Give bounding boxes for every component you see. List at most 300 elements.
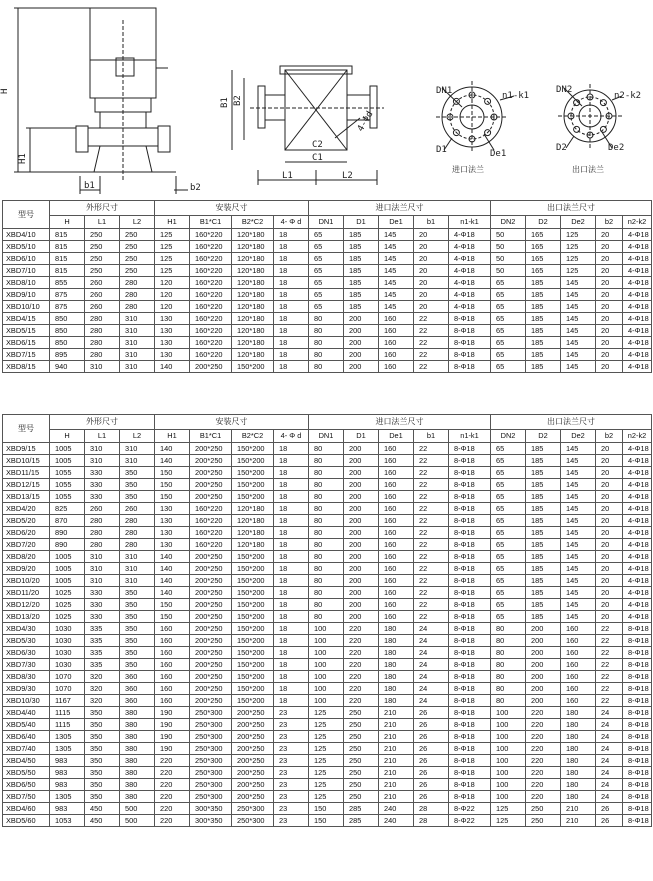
value-cell: 150 — [309, 803, 344, 815]
value-cell: 200*250 — [232, 755, 274, 767]
value-cell: 8-Φ18 — [449, 695, 491, 707]
value-cell: 185 — [344, 241, 379, 253]
value-cell: 380 — [120, 767, 155, 779]
value-cell: 23 — [274, 767, 309, 779]
value-cell: 380 — [120, 731, 155, 743]
header-outlet: 出口法兰尺寸 — [491, 201, 652, 216]
outlet-d-label: D2 — [556, 143, 567, 153]
value-cell: 18 — [274, 587, 309, 599]
column-header: b2 — [596, 430, 623, 443]
value-cell: 20 — [596, 599, 623, 611]
value-cell: 18 — [274, 515, 309, 527]
value-cell: 350 — [85, 755, 120, 767]
column-header: H1 — [155, 216, 190, 229]
header-outline: 外形尺寸 — [50, 201, 155, 216]
value-cell: 200 — [526, 695, 561, 707]
value-cell: 160 — [379, 575, 414, 587]
value-cell: 895 — [50, 349, 85, 361]
value-cell: 160 — [379, 443, 414, 455]
value-cell: 280 — [120, 515, 155, 527]
value-cell: 4-Φ18 — [623, 503, 652, 515]
value-cell: 20 — [596, 503, 623, 515]
dim-label-c1: C1 — [312, 153, 323, 163]
value-cell: 22 — [414, 455, 449, 467]
value-cell: 4-Φ18 — [623, 587, 652, 599]
model-cell: XBD9/20 — [3, 563, 50, 575]
value-cell: 160 — [561, 671, 596, 683]
value-cell: 65 — [309, 289, 344, 301]
value-cell: 145 — [561, 361, 596, 373]
value-cell: 1055 — [50, 491, 85, 503]
value-cell: 200*250 — [190, 479, 232, 491]
value-cell: 150*200 — [232, 659, 274, 671]
column-header: n1-k1 — [449, 430, 491, 443]
value-cell: 160*220 — [190, 265, 232, 277]
value-cell: 150 — [155, 467, 190, 479]
value-cell: 250 — [85, 241, 120, 253]
value-cell: 22 — [414, 325, 449, 337]
value-cell: 185 — [526, 313, 561, 325]
value-cell: 250 — [344, 707, 379, 719]
model-cell: XBD8/30 — [3, 671, 50, 683]
value-cell: 200*250 — [190, 659, 232, 671]
value-cell: 250*300 — [190, 719, 232, 731]
table-row — [3, 479, 652, 491]
value-cell: 20 — [414, 301, 449, 313]
value-cell: 8-Φ18 — [449, 575, 491, 587]
value-cell: 4-Φ18 — [623, 491, 652, 503]
value-cell: 220 — [344, 659, 379, 671]
column-header: L2 — [120, 430, 155, 443]
value-cell: 180 — [379, 647, 414, 659]
value-cell: 125 — [155, 241, 190, 253]
value-cell: 100 — [309, 683, 344, 695]
value-cell: 160*220 — [190, 253, 232, 265]
value-cell: 200*250 — [190, 695, 232, 707]
value-cell: 4-Φ18 — [623, 539, 652, 551]
value-cell: 150*200 — [232, 479, 274, 491]
table-row — [3, 635, 652, 647]
value-cell: 8-Φ18 — [449, 767, 491, 779]
value-cell: 320 — [85, 683, 120, 695]
value-cell: 185 — [526, 443, 561, 455]
value-cell: 185 — [344, 289, 379, 301]
dim-label-b1: b1 — [84, 181, 95, 191]
value-cell: 80 — [309, 503, 344, 515]
value-cell: 8-Φ18 — [449, 455, 491, 467]
dim-label-holes: 4-Φd — [355, 109, 376, 134]
value-cell: 250 — [120, 229, 155, 241]
value-cell: 380 — [120, 791, 155, 803]
value-cell: 200 — [344, 599, 379, 611]
value-cell: 80 — [491, 695, 526, 707]
value-cell: 24 — [596, 719, 623, 731]
value-cell: 18 — [274, 277, 309, 289]
column-header: D2 — [526, 216, 561, 229]
table-row — [3, 265, 652, 277]
value-cell: 220 — [526, 707, 561, 719]
value-cell: 285 — [344, 815, 379, 827]
value-cell: 8-Φ18 — [623, 779, 652, 791]
value-cell: 18 — [274, 455, 309, 467]
value-cell: 18 — [274, 683, 309, 695]
value-cell: 200*250 — [190, 611, 232, 623]
value-cell: 130 — [155, 337, 190, 349]
value-cell: 320 — [85, 695, 120, 707]
value-cell: 145 — [561, 443, 596, 455]
value-cell: 330 — [85, 479, 120, 491]
value-cell: 160 — [379, 491, 414, 503]
table-row — [3, 551, 652, 563]
value-cell: 80 — [491, 647, 526, 659]
value-cell: 23 — [274, 707, 309, 719]
value-cell: 120*180 — [232, 241, 274, 253]
value-cell: 350 — [120, 491, 155, 503]
value-cell: 4-Φ18 — [623, 325, 652, 337]
value-cell: 200 — [344, 575, 379, 587]
value-cell: 280 — [85, 349, 120, 361]
header-inlet: 进口法兰尺寸 — [309, 415, 491, 430]
value-cell: 160 — [379, 349, 414, 361]
value-cell: 80 — [309, 313, 344, 325]
model-cell: XBD9/10 — [3, 289, 50, 301]
value-cell: 150*200 — [232, 647, 274, 659]
value-cell: 150*200 — [232, 491, 274, 503]
value-cell: 145 — [561, 325, 596, 337]
value-cell: 200 — [526, 635, 561, 647]
value-cell: 18 — [274, 301, 309, 313]
header-install: 安装尺寸 — [155, 201, 309, 216]
table-row — [3, 503, 652, 515]
value-cell: 160 — [379, 611, 414, 623]
value-cell: 18 — [274, 575, 309, 587]
value-cell: 4-Φ18 — [623, 479, 652, 491]
value-cell: 130 — [155, 503, 190, 515]
value-cell: 125 — [309, 767, 344, 779]
value-cell: 220 — [155, 791, 190, 803]
table-row — [3, 515, 652, 527]
value-cell: 20 — [596, 361, 623, 373]
value-cell: 130 — [155, 527, 190, 539]
value-cell: 380 — [120, 707, 155, 719]
value-cell: 65 — [491, 361, 526, 373]
value-cell: 18 — [274, 527, 309, 539]
value-cell: 180 — [561, 731, 596, 743]
value-cell: 260 — [85, 277, 120, 289]
value-cell: 4-Φ18 — [449, 277, 491, 289]
value-cell: 200*250 — [190, 647, 232, 659]
value-cell: 200*250 — [232, 779, 274, 791]
value-cell: 22 — [414, 467, 449, 479]
value-cell: 200*250 — [190, 587, 232, 599]
table-row — [3, 767, 652, 779]
value-cell: 4-Φ18 — [623, 551, 652, 563]
value-cell: 150*200 — [232, 695, 274, 707]
model-cell: XBD4/30 — [3, 623, 50, 635]
value-cell: 150*200 — [232, 361, 274, 373]
value-cell: 8-Φ18 — [449, 515, 491, 527]
model-cell: XBD12/20 — [3, 599, 50, 611]
value-cell: 150*200 — [232, 455, 274, 467]
dim-label-c2: C2 — [312, 140, 323, 150]
value-cell: 80 — [309, 587, 344, 599]
column-header: L1 — [85, 216, 120, 229]
value-cell: 23 — [274, 755, 309, 767]
header-outlet: 出口法兰尺寸 — [491, 415, 652, 430]
value-cell: 24 — [414, 659, 449, 671]
value-cell: 160 — [379, 527, 414, 539]
value-cell: 165 — [526, 229, 561, 241]
value-cell: 4-Φ18 — [449, 241, 491, 253]
value-cell: 250 — [85, 253, 120, 265]
value-cell: 160 — [379, 587, 414, 599]
value-cell: 310 — [120, 551, 155, 563]
value-cell: 125 — [155, 229, 190, 241]
value-cell: 160 — [379, 337, 414, 349]
table-row — [3, 539, 652, 551]
value-cell: 220 — [344, 647, 379, 659]
value-cell: 350 — [120, 623, 155, 635]
value-cell: 160 — [155, 683, 190, 695]
value-cell: 350 — [85, 731, 120, 743]
value-cell: 145 — [561, 515, 596, 527]
value-cell: 145 — [561, 599, 596, 611]
value-cell: 1025 — [50, 587, 85, 599]
column-header: H1 — [155, 430, 190, 443]
table-row — [3, 659, 652, 671]
dimension-table-2 — [2, 414, 652, 827]
value-cell: 160 — [379, 455, 414, 467]
value-cell: 20 — [596, 313, 623, 325]
model-cell: XBD5/50 — [3, 767, 50, 779]
value-cell: 65 — [491, 527, 526, 539]
value-cell: 18 — [274, 361, 309, 373]
value-cell: 20 — [596, 587, 623, 599]
value-cell: 180 — [379, 671, 414, 683]
value-cell: 18 — [274, 563, 309, 575]
value-cell: 26 — [414, 719, 449, 731]
value-cell: 20 — [596, 325, 623, 337]
value-cell: 150*200 — [232, 563, 274, 575]
model-cell: XBD8/10 — [3, 277, 50, 289]
column-header: H — [50, 430, 85, 443]
value-cell: 220 — [526, 767, 561, 779]
value-cell: 180 — [379, 659, 414, 671]
value-cell: 200*250 — [190, 551, 232, 563]
value-cell: 200*250 — [190, 467, 232, 479]
value-cell: 150*200 — [232, 467, 274, 479]
value-cell: 8-Φ22 — [449, 815, 491, 827]
value-cell: 185 — [344, 229, 379, 241]
value-cell: 280 — [85, 527, 120, 539]
value-cell: 350 — [85, 767, 120, 779]
value-cell: 1305 — [50, 731, 85, 743]
value-cell: 160*220 — [190, 349, 232, 361]
model-cell: XBD7/20 — [3, 539, 50, 551]
value-cell: 185 — [526, 361, 561, 373]
column-header: De2 — [561, 216, 596, 229]
value-cell: 65 — [491, 325, 526, 337]
value-cell: 200 — [344, 563, 379, 575]
value-cell: 160 — [155, 635, 190, 647]
value-cell: 220 — [526, 791, 561, 803]
value-cell: 145 — [561, 289, 596, 301]
value-cell: 180 — [379, 695, 414, 707]
value-cell: 260 — [85, 503, 120, 515]
table-row — [3, 491, 652, 503]
value-cell: 280 — [85, 337, 120, 349]
value-cell: 8-Φ18 — [449, 743, 491, 755]
value-cell: 22 — [414, 563, 449, 575]
value-cell: 200*250 — [190, 563, 232, 575]
value-cell: 160 — [379, 361, 414, 373]
value-cell: 120*180 — [232, 289, 274, 301]
value-cell: 145 — [379, 265, 414, 277]
value-cell: 120 — [155, 289, 190, 301]
value-cell: 18 — [274, 671, 309, 683]
value-cell: 160 — [561, 683, 596, 695]
value-cell: 145 — [379, 277, 414, 289]
value-cell: 160 — [379, 551, 414, 563]
value-cell: 165 — [526, 253, 561, 265]
value-cell: 1005 — [50, 443, 85, 455]
value-cell: 4-Φ18 — [449, 301, 491, 313]
value-cell: 8-Φ18 — [449, 635, 491, 647]
value-cell: 850 — [50, 313, 85, 325]
value-cell: 8-Φ18 — [623, 659, 652, 671]
value-cell: 65 — [491, 515, 526, 527]
value-cell: 145 — [561, 587, 596, 599]
value-cell: 145 — [561, 551, 596, 563]
value-cell: 8-Φ18 — [623, 695, 652, 707]
value-cell: 140 — [155, 455, 190, 467]
value-cell: 300*350 — [190, 803, 232, 815]
value-cell: 200 — [526, 659, 561, 671]
value-cell: 18 — [274, 479, 309, 491]
column-header: n1-k1 — [449, 216, 491, 229]
value-cell: 8-Φ18 — [623, 815, 652, 827]
value-cell: 200*250 — [190, 455, 232, 467]
value-cell: 250 — [120, 265, 155, 277]
column-header: DN2 — [491, 430, 526, 443]
value-cell: 330 — [85, 491, 120, 503]
value-cell: 20 — [596, 265, 623, 277]
value-cell: 23 — [274, 803, 309, 815]
value-cell: 4-Φ18 — [623, 361, 652, 373]
value-cell: 190 — [155, 719, 190, 731]
value-cell: 24 — [596, 791, 623, 803]
value-cell: 185 — [526, 455, 561, 467]
value-cell: 4-Φ18 — [623, 241, 652, 253]
value-cell: 890 — [50, 539, 85, 551]
value-cell: 120*180 — [232, 325, 274, 337]
value-cell: 80 — [309, 611, 344, 623]
value-cell: 165 — [526, 265, 561, 277]
dimension-table-1 — [2, 200, 652, 373]
value-cell: 20 — [596, 277, 623, 289]
value-cell: 200*250 — [190, 635, 232, 647]
value-cell: 22 — [414, 503, 449, 515]
value-cell: 100 — [491, 743, 526, 755]
value-cell: 180 — [379, 683, 414, 695]
value-cell: 80 — [309, 467, 344, 479]
value-cell: 4-Φ18 — [623, 337, 652, 349]
value-cell: 185 — [526, 491, 561, 503]
value-cell: 18 — [274, 659, 309, 671]
value-cell: 4-Φ18 — [623, 443, 652, 455]
value-cell: 220 — [155, 815, 190, 827]
table-row — [3, 337, 652, 349]
value-cell: 8-Φ18 — [449, 791, 491, 803]
column-header: D2 — [526, 430, 561, 443]
dim-label-l1: L1 — [282, 171, 293, 181]
value-cell: 815 — [50, 253, 85, 265]
table-row — [3, 815, 652, 827]
value-cell: 22 — [596, 671, 623, 683]
value-cell: 983 — [50, 755, 85, 767]
value-cell: 200 — [344, 349, 379, 361]
value-cell: 200 — [526, 647, 561, 659]
value-cell: 160 — [155, 659, 190, 671]
value-cell: 200 — [344, 479, 379, 491]
value-cell: 8-Φ18 — [623, 755, 652, 767]
value-cell: 8-Φ18 — [623, 767, 652, 779]
value-cell: 145 — [561, 301, 596, 313]
value-cell: 185 — [526, 479, 561, 491]
value-cell: 8-Φ18 — [449, 623, 491, 635]
inlet-d-label: D1 — [436, 145, 447, 155]
header-inlet: 进口法兰尺寸 — [309, 201, 491, 216]
dim-label-l2: L2 — [342, 171, 353, 181]
table-row — [3, 791, 652, 803]
value-cell: 120 — [155, 301, 190, 313]
value-cell: 20 — [596, 443, 623, 455]
model-cell: XBD5/20 — [3, 515, 50, 527]
value-cell: 22 — [414, 361, 449, 373]
value-cell: 80 — [309, 563, 344, 575]
model-cell: XBD6/40 — [3, 731, 50, 743]
value-cell: 310 — [85, 575, 120, 587]
value-cell: 22 — [414, 491, 449, 503]
value-cell: 210 — [561, 803, 596, 815]
value-cell: 350 — [120, 599, 155, 611]
value-cell: 80 — [491, 659, 526, 671]
value-cell: 18 — [274, 229, 309, 241]
value-cell: 160*220 — [190, 241, 232, 253]
value-cell: 185 — [526, 515, 561, 527]
value-cell: 4-Φ18 — [623, 515, 652, 527]
column-header: 4- Φ d — [274, 216, 309, 229]
column-header: B1*C1 — [190, 430, 232, 443]
value-cell: 160*220 — [190, 229, 232, 241]
value-cell: 260 — [85, 289, 120, 301]
value-cell: 380 — [120, 755, 155, 767]
value-cell: 185 — [526, 611, 561, 623]
value-cell: 250*300 — [190, 731, 232, 743]
value-cell: 185 — [526, 349, 561, 361]
value-cell: 4-Φ18 — [623, 349, 652, 361]
value-cell: 250*300 — [232, 803, 274, 815]
value-cell: 200*250 — [190, 575, 232, 587]
value-cell: 23 — [274, 731, 309, 743]
value-cell: 8-Φ18 — [449, 683, 491, 695]
value-cell: 80 — [309, 479, 344, 491]
value-cell: 8-Φ18 — [449, 599, 491, 611]
value-cell: 24 — [596, 767, 623, 779]
value-cell: 18 — [274, 265, 309, 277]
value-cell: 185 — [344, 253, 379, 265]
value-cell: 850 — [50, 325, 85, 337]
